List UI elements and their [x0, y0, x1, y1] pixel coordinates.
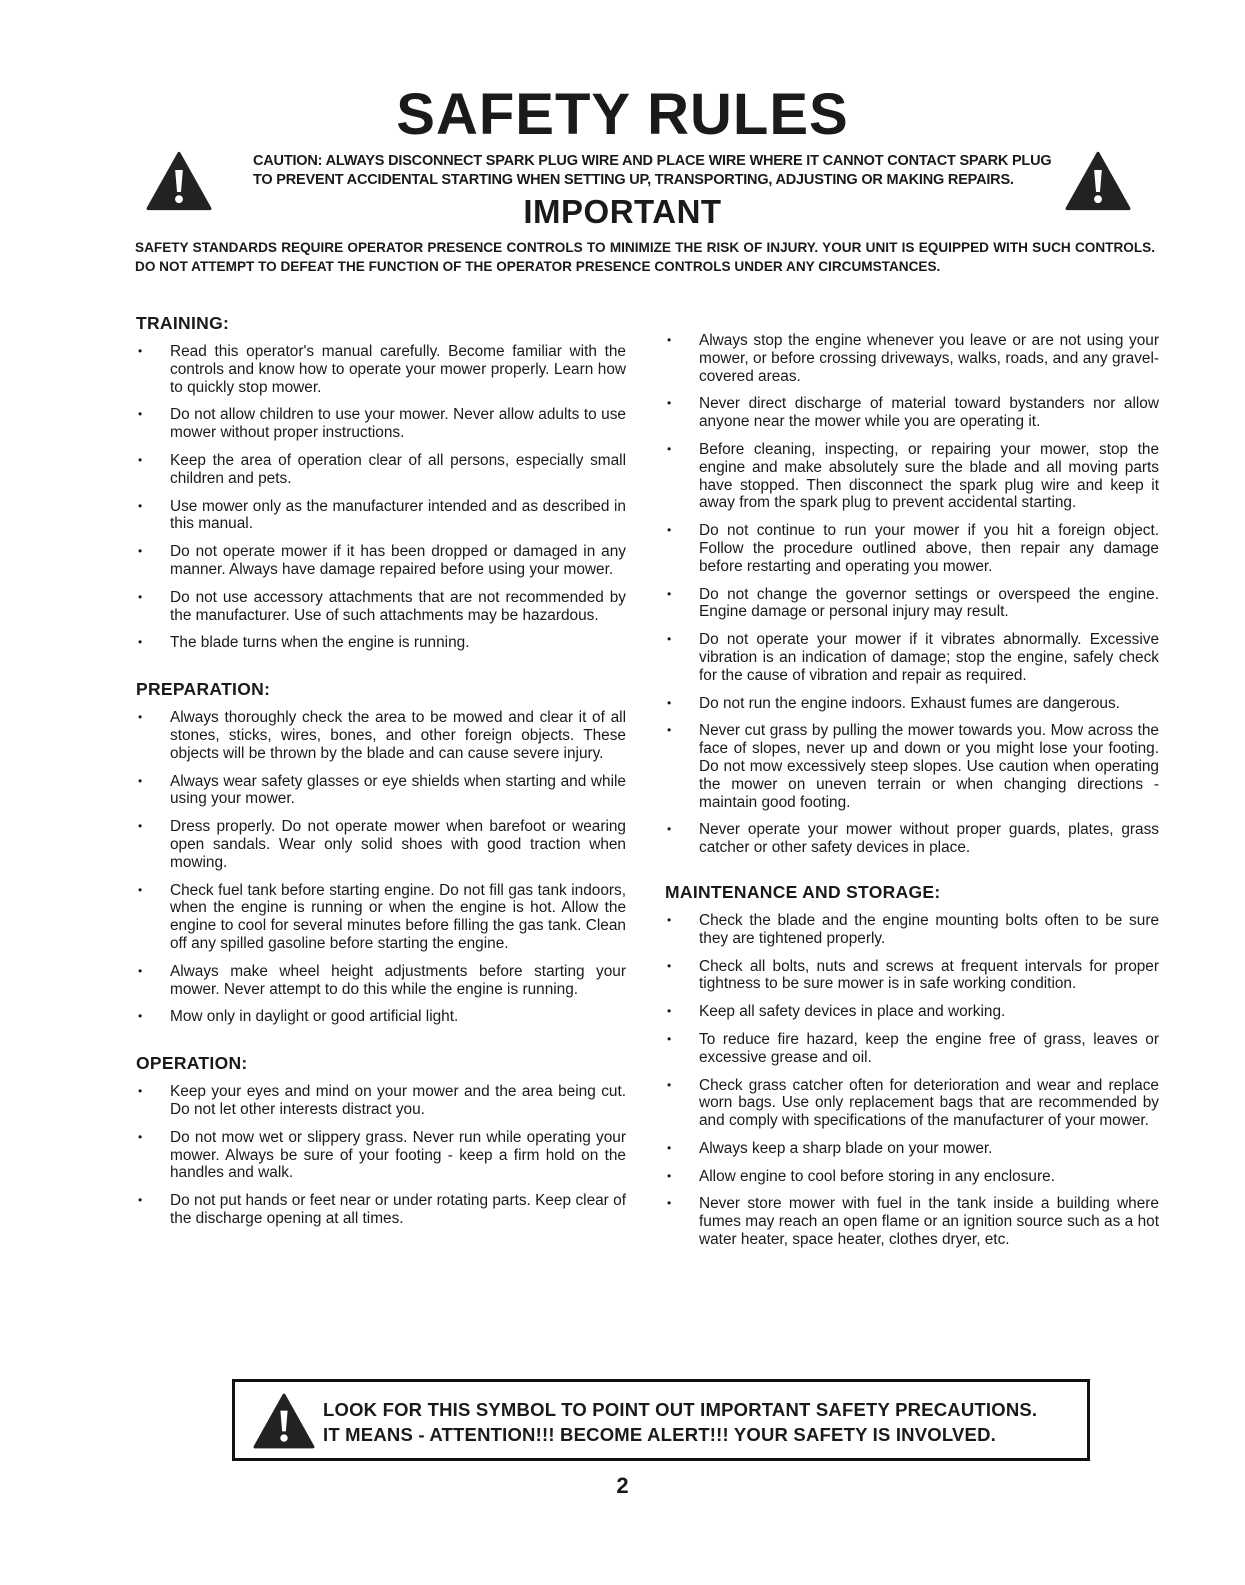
- caution-text: CAUTION: ALWAYS DISCONNECT SPARK PLUG WIRE AND PLACE WIRE WHERE IT CANNOT CONTACT SPARK PLUG TO PREVENT ACCIDENTAL STARTING WHEN SETTING UP, TRANSPORTING, ADJUSTING OR MAKING REPAIRS.: [253, 153, 1052, 188]
- list-item-text: Always thoroughly check the area to be mowed and clear it of all stones, sticks, wires, bones, and other foreign objects. These objects will be thrown by the blade and can cause severe injury.: [170, 709, 626, 762]
- list-item-text: Do not run the engine indoors. Exhaust fumes are dangerous.: [699, 694, 1120, 712]
- list-item: [665, 695, 1159, 713]
- bullet: •: [138, 882, 143, 897]
- list-item-text: Check all bolts, nuts and screws at frequent intervals for proper tightness to be sure mower is in safe working condition.: [699, 957, 1159, 993]
- operation-continued-list: [665, 332, 1159, 857]
- left-column: [136, 312, 626, 1252]
- bullet: •: [138, 710, 143, 725]
- bullet: •: [667, 1140, 672, 1155]
- list-item-text: Read this operator's manual carefully. Become familiar with the controls and know how to operate your mower properly. Learn how to quickly stop mower.: [170, 343, 626, 396]
- bullet: •: [138, 344, 143, 358]
- list-item-text: Do not continue to run your mower if you hit a foreign object. Follow the procedure outlined above, then repair any damage before restarting and operating you mower.: [699, 522, 1159, 575]
- bullet: •: [667, 822, 672, 837]
- bullet: •: [138, 1193, 143, 1208]
- bullet: •: [667, 912, 672, 927]
- bullet: •: [667, 441, 672, 456]
- list-item-text: The blade turns when the engine is running.: [170, 634, 470, 652]
- page-number: 2: [616, 1473, 629, 1498]
- list-item: [136, 589, 626, 625]
- bullet: •: [667, 958, 672, 973]
- safety-standards-text: SAFETY STANDARDS REQUIRE OPERATOR PRESENCE CONTROLS TO MINIMIZE THE RISK OF INJURY. YOUR UNIT IS EQUIPPED WITH SUCH CONTROLS. DO NOT ATTEMPT TO DEFEAT THE FUNCTION OF THE OPERATOR PRESENCE CONTROLS UNDER ANY CIRCUMSTANCES.: [135, 240, 1155, 274]
- list-item: [136, 963, 626, 999]
- list-item: [136, 1129, 626, 1182]
- list-item: [136, 543, 626, 579]
- bullet: •: [667, 333, 672, 347]
- list-item: [136, 882, 626, 953]
- list-item-text: Do not change the governor settings or overspeed the engine. Engine damage or personal injury may result.: [699, 585, 1159, 621]
- bullet: •: [667, 1196, 672, 1211]
- list-item: [136, 773, 626, 809]
- list-item: [665, 912, 1159, 948]
- list-item-text: Keep the area of operation clear of all persons, especially small children and pets.: [170, 451, 626, 487]
- list-item: [665, 821, 1159, 857]
- bullet: •: [667, 695, 672, 710]
- maintenance-list: [665, 912, 1159, 1249]
- bullet: •: [138, 773, 143, 788]
- bullet: •: [138, 452, 143, 467]
- section-title: TRAINING:: [136, 313, 230, 333]
- list-item: [136, 1192, 626, 1228]
- list-item: [665, 1140, 1159, 1158]
- bullet: •: [138, 1084, 143, 1099]
- list-item: [136, 406, 626, 442]
- list-item: [136, 1008, 626, 1026]
- bullet: •: [138, 407, 143, 422]
- right-column: [665, 332, 1159, 1273]
- list-item-text: Mow only in daylight or good artificial light.: [170, 1008, 459, 1026]
- bullet: •: [138, 544, 143, 559]
- list-item-text: Do not use accessory attachments that are not recommended by the manufacturer. Use of such attachments may be hazardous.: [170, 588, 626, 624]
- list-item-text: Keep all safety devices in place and working.: [699, 1003, 1006, 1021]
- list-item: [665, 722, 1159, 811]
- section-title: OPERATION:: [136, 1053, 248, 1074]
- list-item: [136, 343, 626, 396]
- list-item: [136, 818, 626, 871]
- list-item: [136, 452, 626, 488]
- bullet: •: [138, 1129, 143, 1144]
- list-item: [136, 634, 626, 652]
- list-item-text: Dress properly. Do not operate mower when barefoot or wearing open sandals. Wear only solid shoes with good traction when mowing.: [170, 818, 626, 871]
- list-item-text: Allow engine to cool before storing in any enclosure.: [699, 1167, 1055, 1185]
- list-item-text: Do not put hands or feet near or under rotating parts. Keep clear of the discharge opening at all times.: [170, 1192, 626, 1227]
- preparation-section: [136, 678, 626, 1026]
- maintenance-section: [665, 881, 1159, 1249]
- list-item: [136, 709, 626, 762]
- list-item-text: Check the blade and the engine mounting bolts often to be sure they are tightened properly.: [699, 911, 1159, 947]
- list-item-text: Check fuel tank before starting engine. Do not fill gas tank indoors, when the engine is running or when the engine is hot. Allow the engine to cool for several minutes before filling the gas tank. Clean off any spilled gasoline before starting the engine.: [170, 881, 626, 952]
- list-item-text: Before cleaning, inspecting, or repairing your mower, stop the engine and make absolutely sure the blade and all moving parts have stopped. Then disconnect the spark plug wire and keep it away from the spark plug to prevent accidental starting.: [699, 440, 1159, 512]
- bullet: •: [138, 635, 143, 650]
- list-item-text: Do not mow wet or slippery grass. Never run while operating your mower. Always be sure of your footing - keep a firm hold on the handles and walk.: [170, 1128, 626, 1182]
- bullet: •: [667, 523, 672, 538]
- bullet: •: [667, 1031, 672, 1046]
- list-item: [665, 522, 1159, 575]
- list-item-text: To reduce fire hazard, keep the engine free of grass, leaves or excessive grease and oil.: [699, 1030, 1159, 1066]
- bullet: •: [667, 396, 672, 411]
- list-item: [665, 1077, 1159, 1130]
- list-item: [665, 631, 1159, 684]
- list-item-text: Always keep a sharp blade on your mower.: [699, 1139, 993, 1157]
- safety-symbol-notice: [232, 1379, 1090, 1461]
- list-item: [665, 441, 1159, 512]
- operation-section: [136, 1052, 626, 1228]
- notice-line-1: LOOK FOR THIS SYMBOL TO POINT OUT IMPORTANT SAFETY PRECAUTIONS.: [323, 1399, 1038, 1420]
- page-title: SAFETY RULES: [396, 82, 849, 147]
- list-item-text: Keep your eyes and mind on your mower and the area being cut. Do not let other interests distract you.: [170, 1083, 626, 1118]
- list-item: [136, 498, 626, 534]
- list-item: [665, 1031, 1159, 1067]
- bullet: •: [138, 589, 143, 604]
- operation-continued-section: [665, 332, 1159, 857]
- list-item: [665, 1168, 1159, 1186]
- bullet: •: [138, 1009, 143, 1024]
- bullet: •: [667, 1004, 672, 1019]
- list-item: [665, 586, 1159, 622]
- list-item: [665, 1003, 1159, 1021]
- list-item-text: Do not operate mower if it has been dropped or damaged in any manner. Always have damage repaired before using your mower.: [170, 543, 626, 578]
- section-title: PREPARATION:: [136, 679, 271, 700]
- bullet: •: [138, 819, 143, 834]
- bullet: •: [667, 632, 672, 647]
- list-item: [665, 958, 1159, 994]
- list-item-text: Do not allow children to use your mower. Never allow adults to use mower without proper instructions.: [170, 406, 626, 442]
- list-item-text: Never direct discharge of material toward bystanders nor allow anyone near the mower while you are operating it.: [699, 395, 1159, 431]
- bullet: •: [667, 1077, 672, 1092]
- list-item-text: Never cut grass by pulling the mower towards you. Mow across the face of slopes, never up and down or you might lose your footing. Do not mow excessively steep slopes. Use caution when operating the mower on uneven terrain or when changing directions - maintain good footing.: [699, 722, 1159, 811]
- list-item: [665, 1195, 1159, 1248]
- notice-text: [323, 1397, 1083, 1447]
- list-item-text: Use mower only as the manufacturer intended and as described in this manual.: [170, 497, 626, 533]
- list-item-text: Never operate your mower without proper guards, plates, grass catcher or other safety devices in place.: [699, 821, 1159, 857]
- section-title: MAINTENANCE AND STORAGE:: [665, 881, 941, 902]
- warning-triangle-icon: [253, 1392, 315, 1450]
- list-item-text: Do not operate your mower if it vibrates abnormally. Excessive vibration is an indication of damage; stop the engine, safely check for the cause of vibration and repair as required.: [699, 631, 1159, 684]
- bullet: •: [138, 498, 143, 513]
- preparation-list: [136, 709, 626, 1026]
- training-list: [136, 343, 626, 652]
- bullet: •: [667, 1168, 672, 1183]
- list-item-text: Always make wheel height adjustments before starting your mower. Never attempt to do this while the engine is running.: [170, 962, 626, 998]
- list-item-text: Check grass catcher often for deterioration and wear and replace worn bags. Use only replacement bags that are recommended by and comply with specifications of the manufacturer of your mower.: [699, 1076, 1159, 1130]
- list-item-text: Always stop the engine whenever you leave or are not using your mower, or before crossing driveways, walks, roads, and any gravel-covered areas.: [699, 332, 1159, 385]
- list-item: [665, 395, 1159, 431]
- important-heading: IMPORTANT: [523, 193, 722, 230]
- operation-list: [136, 1083, 626, 1228]
- list-item: [136, 1083, 626, 1119]
- training-section: [136, 312, 626, 652]
- list-item-text: Never store mower with fuel in the tank inside a building where fumes may reach an open flame or an ignition source such as a hot water heater, space heater, clothes dryer, etc.: [699, 1195, 1159, 1249]
- bullet: •: [667, 586, 672, 601]
- list-item-text: Always wear safety glasses or eye shields when starting and while using your mower.: [170, 772, 626, 808]
- bullet: •: [667, 723, 672, 738]
- notice-line-2: IT MEANS - ATTENTION!!! BECOME ALERT!!! YOUR SAFETY IS INVOLVED.: [323, 1424, 996, 1445]
- bullet: •: [138, 963, 143, 978]
- list-item: [665, 332, 1159, 385]
